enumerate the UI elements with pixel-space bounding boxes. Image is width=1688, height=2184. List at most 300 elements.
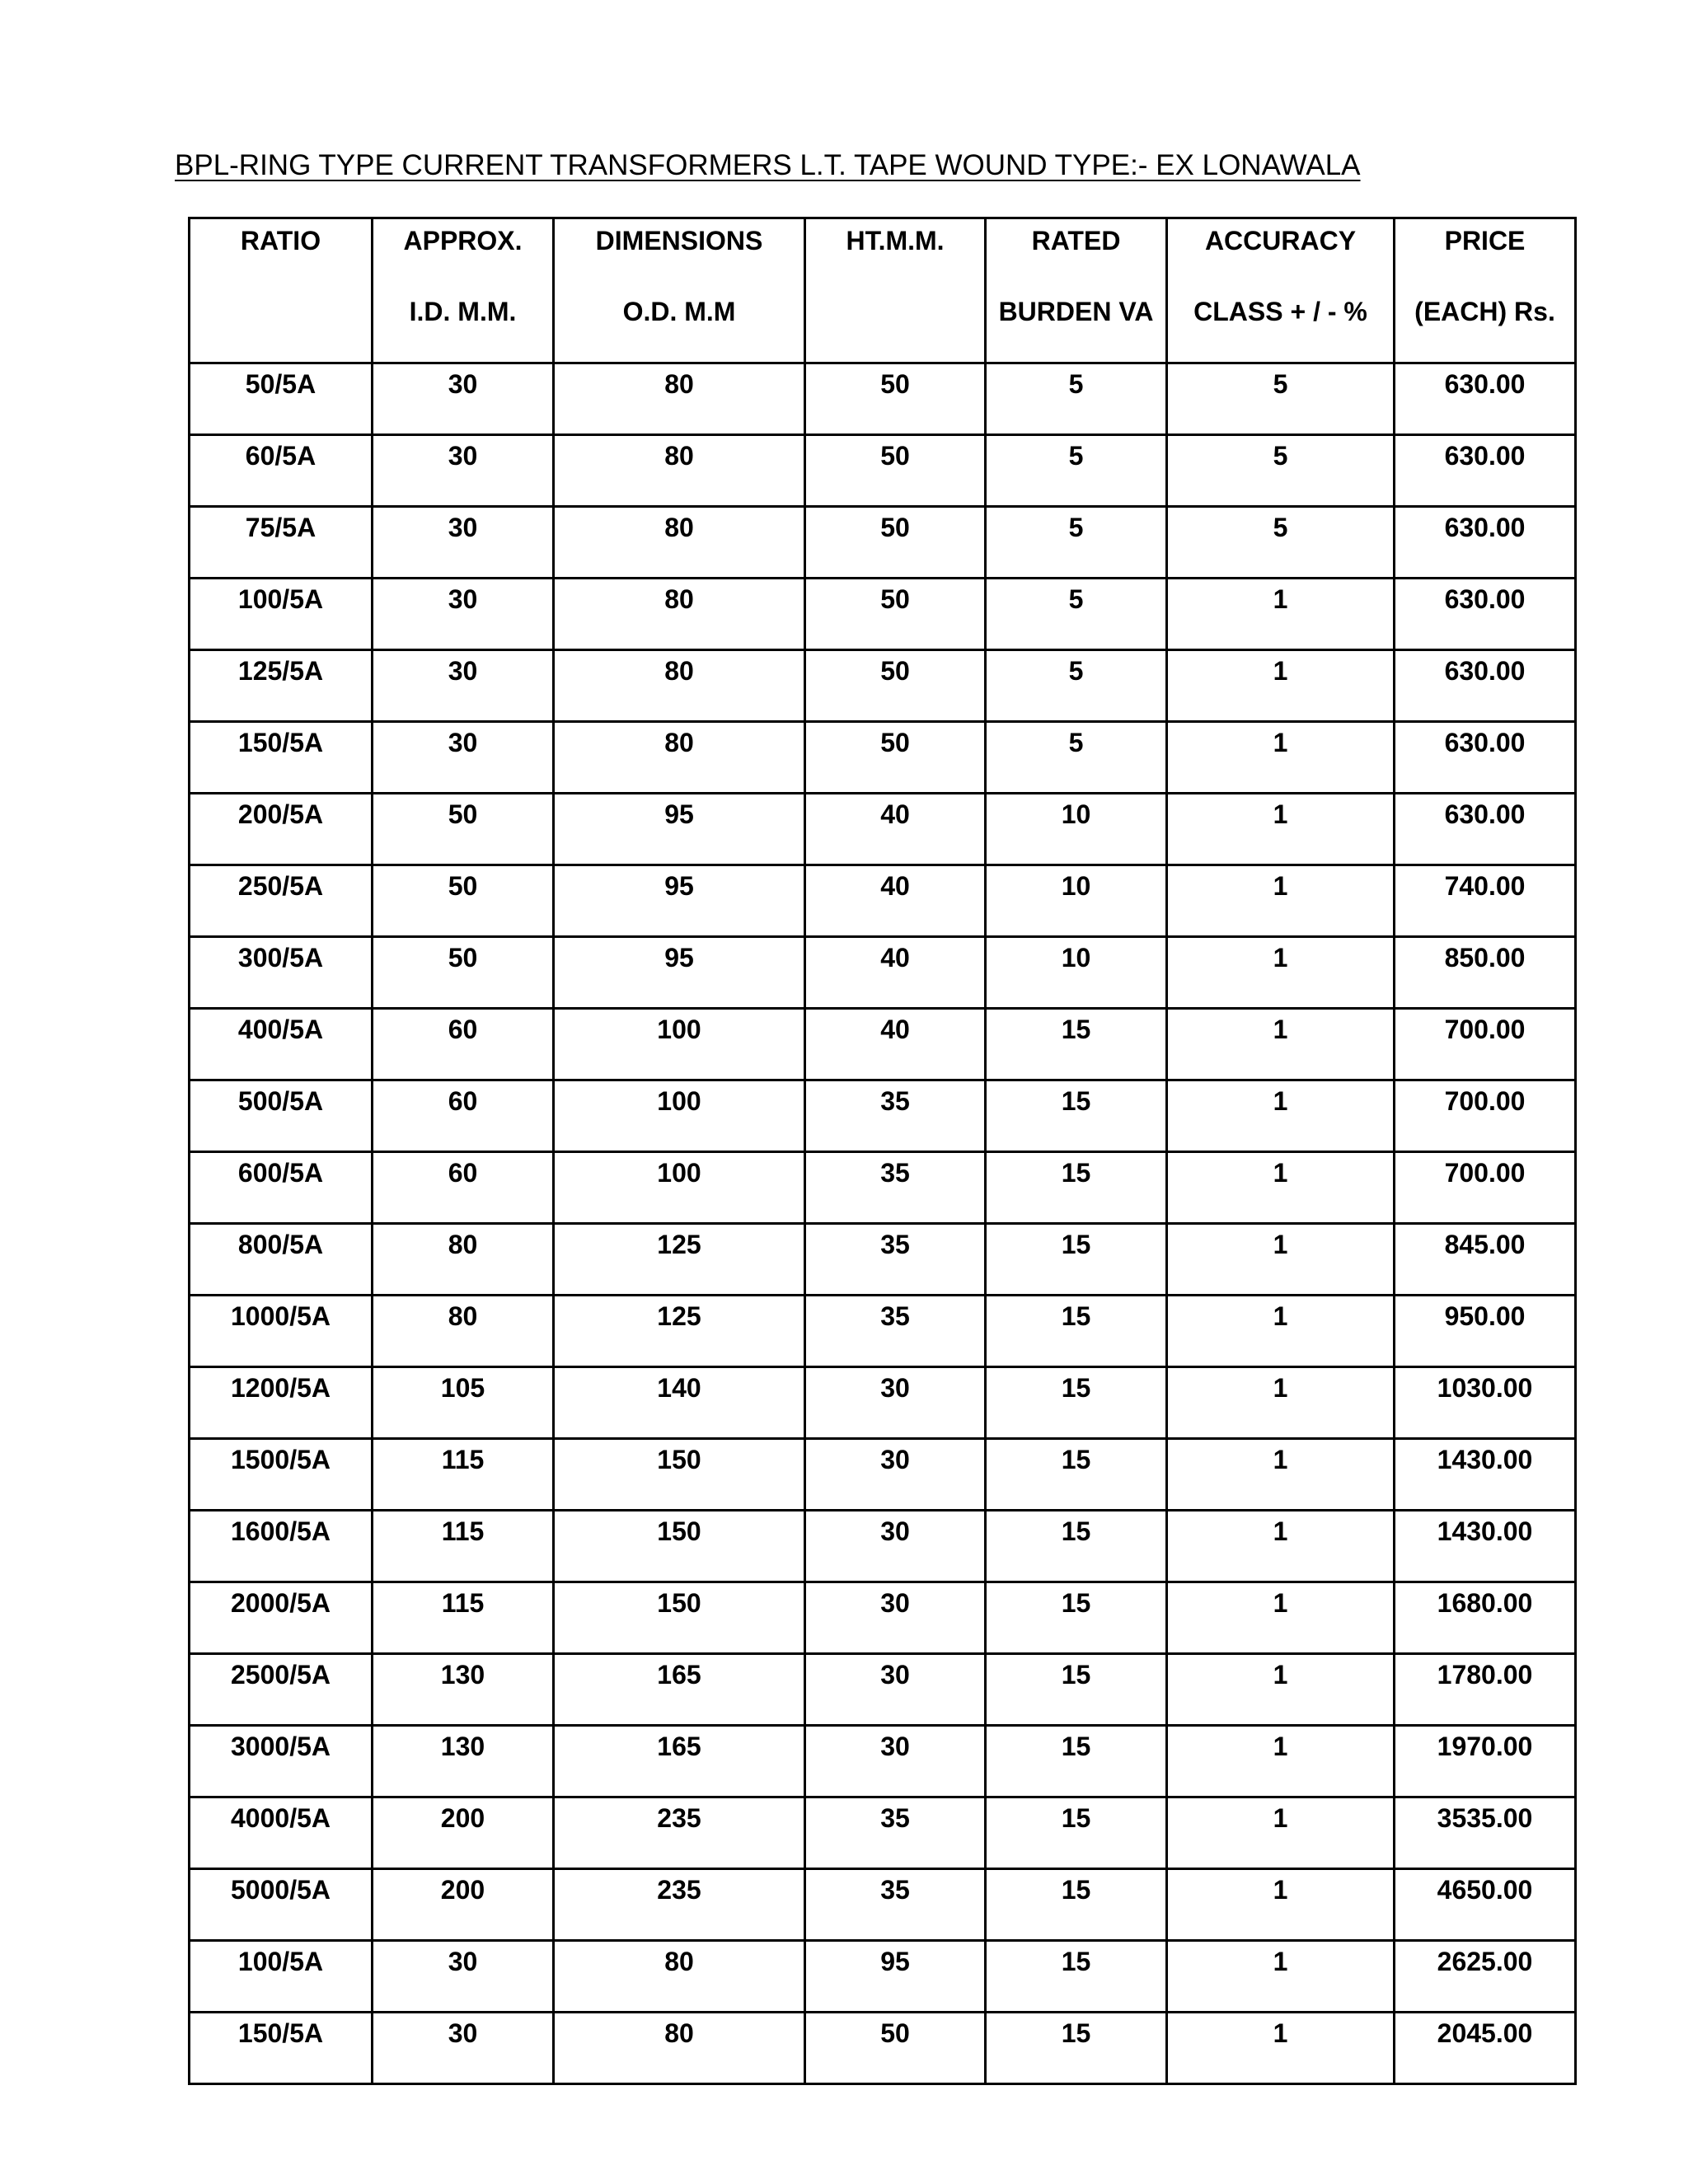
cell-value-ratio: 1500/5A [231,1445,331,1474]
table-cell-approx-id [373,579,554,650]
table-cell-price [1395,650,1576,722]
cell-value-height: 35 [880,1875,910,1905]
table-cell-ratio [190,1654,373,1726]
cell-value-approx-id: 30 [448,1947,478,1976]
cell-value-accuracy-class: 5 [1273,441,1288,471]
table-cell-ratio [190,1296,373,1367]
table-cell-price [1395,1511,1576,1582]
table-row [190,507,1576,579]
column-header-approx-id-line2: I.D. M.M. [409,297,517,326]
cell-value-ratio: 125/5A [237,656,324,686]
table-cell-ratio [190,1869,373,1941]
table-cell-dimensions-od [554,435,805,507]
table-cell-ratio [190,650,373,722]
cell-value-price: 700.00 [1444,1158,1526,1188]
table-cell-dimensions-od [554,1296,805,1367]
table-cell-ratio [190,1439,373,1511]
column-header-height [805,218,986,363]
column-header-accuracy-class-line1: ACCURACY [1204,226,1357,255]
cell-value-accuracy-class: 1 [1273,799,1288,829]
table-cell-approx-id [373,1009,554,1080]
table-cell-ratio [190,1224,373,1296]
cell-value-accuracy-class: 1 [1273,1516,1288,1546]
cell-value-height: 30 [880,1373,910,1403]
table-cell-ratio [190,865,373,937]
table-cell-accuracy-class [1167,1439,1395,1511]
cell-value-rated-burden: 15 [1061,1015,1091,1044]
table-row [190,2013,1576,2084]
table-cell-dimensions-od [554,1439,805,1511]
table-cell-accuracy-class [1167,579,1395,650]
column-header-rated-burden-line1: RATED [1031,226,1121,255]
table-cell-dimensions-od [554,650,805,722]
cell-value-approx-id: 80 [448,1230,478,1259]
table-cell-dimensions-od [554,1797,805,1869]
column-header-accuracy-class-line2: CLASS + / - % [1193,297,1367,326]
column-header-price-line1: PRICE [1444,226,1526,255]
cell-value-ratio: 75/5A [245,513,316,542]
table-cell-rated-burden [986,1152,1167,1224]
column-header-dimensions-od-line2: O.D. M.M [622,297,736,326]
table-cell-ratio [190,435,373,507]
table-row [190,794,1576,865]
table-cell-ratio [190,507,373,579]
table-cell-price [1395,1009,1576,1080]
table-cell-dimensions-od [554,1726,805,1797]
table-cell-rated-burden [986,507,1167,579]
cell-value-ratio: 5000/5A [231,1875,331,1905]
table-cell-dimensions-od [554,1941,805,2013]
table-cell-height [805,1152,986,1224]
table-cell-price [1395,1941,1576,2013]
table-row [190,1726,1576,1797]
table-cell-approx-id [373,363,554,435]
cell-value-approx-id: 130 [440,1660,485,1690]
table-cell-accuracy-class [1167,1296,1395,1367]
table-cell-height [805,1582,986,1654]
table-row [190,1224,1576,1296]
cell-value-rated-burden: 5 [1068,441,1084,471]
table-cell-price [1395,1654,1576,1726]
cell-value-ratio: 500/5A [237,1086,324,1116]
table-cell-accuracy-class [1167,1511,1395,1582]
table-row [190,1654,1576,1726]
table-cell-ratio [190,2013,373,2084]
cell-value-dimensions-od: 80 [664,369,694,399]
cell-value-price: 1030.00 [1437,1373,1533,1403]
table-cell-approx-id [373,2013,554,2084]
table-cell-height [805,507,986,579]
table-row [190,1439,1576,1511]
table-cell-price [1395,1224,1576,1296]
cell-value-price: 700.00 [1444,1015,1526,1044]
table-cell-approx-id [373,865,554,937]
cell-value-accuracy-class: 1 [1273,584,1288,614]
table-row [190,1511,1576,1582]
cell-value-rated-burden: 5 [1068,369,1084,399]
table-cell-dimensions-od [554,1511,805,1582]
cell-value-height: 30 [880,1445,910,1474]
table-cell-rated-burden [986,1582,1167,1654]
table-cell-price [1395,1296,1576,1367]
cell-value-accuracy-class: 1 [1273,1732,1288,1761]
cell-value-approx-id: 30 [448,2018,478,2048]
table-cell-rated-burden [986,1439,1167,1511]
cell-value-approx-id: 115 [441,1445,485,1474]
cell-value-rated-burden: 15 [1061,2018,1091,2048]
table-cell-approx-id [373,1511,554,1582]
table-row [190,435,1576,507]
table-cell-dimensions-od [554,579,805,650]
table-cell-ratio [190,363,373,435]
cell-value-price: 630.00 [1444,513,1526,542]
table-cell-ratio [190,937,373,1009]
cell-value-approx-id: 200 [440,1875,485,1905]
cell-value-approx-id: 200 [440,1803,485,1833]
table-cell-price [1395,1726,1576,1797]
table-cell-height [805,1511,986,1582]
table-cell-price [1395,1367,1576,1439]
table-cell-accuracy-class [1167,1009,1395,1080]
table-cell-accuracy-class [1167,865,1395,937]
column-header-height-line1: HT.M.M. [846,226,945,255]
cell-value-approx-id: 115 [441,1588,485,1618]
table-cell-rated-burden [986,1941,1167,2013]
cell-value-ratio: 400/5A [237,1015,324,1044]
table-row [190,1080,1576,1152]
cell-value-ratio: 150/5A [237,728,324,757]
table-cell-ratio [190,579,373,650]
cell-value-price: 3535.00 [1437,1803,1533,1833]
cell-value-price: 630.00 [1444,441,1526,471]
table-cell-approx-id [373,1869,554,1941]
table-cell-price [1395,722,1576,794]
table-row [190,1582,1576,1654]
column-header-height-line2 [806,295,984,328]
table-cell-accuracy-class [1167,722,1395,794]
cell-value-ratio: 60/5A [245,441,316,471]
cell-value-height: 35 [880,1086,910,1116]
cell-value-height: 30 [880,1660,910,1690]
table-cell-approx-id [373,507,554,579]
cell-value-accuracy-class: 1 [1273,1947,1288,1976]
cell-value-rated-burden: 15 [1061,1445,1091,1474]
cell-value-height: 40 [880,943,910,972]
table-cell-ratio [190,1582,373,1654]
table-cell-ratio [190,794,373,865]
table-cell-accuracy-class [1167,2013,1395,2084]
table-cell-height [805,1726,986,1797]
cell-value-price: 2625.00 [1437,1947,1533,1976]
cell-value-price: 630.00 [1444,728,1526,757]
table-cell-rated-burden [986,1080,1167,1152]
cell-value-approx-id: 50 [448,943,478,972]
table-cell-dimensions-od [554,722,805,794]
table-cell-accuracy-class [1167,1654,1395,1726]
table-cell-rated-burden [986,1869,1167,1941]
cell-value-accuracy-class: 1 [1273,871,1288,901]
cell-value-rated-burden: 5 [1068,584,1084,614]
cell-value-height: 50 [880,369,910,399]
cell-value-rated-burden: 5 [1068,513,1084,542]
table-cell-dimensions-od [554,507,805,579]
table-cell-accuracy-class [1167,507,1395,579]
table-cell-height [805,1941,986,2013]
table-row [190,1367,1576,1439]
cell-value-rated-burden: 15 [1061,1373,1091,1403]
table-cell-accuracy-class [1167,794,1395,865]
table-cell-dimensions-od [554,1654,805,1726]
cell-value-ratio: 50/5A [245,369,316,399]
table-cell-approx-id [373,722,554,794]
cell-value-dimensions-od: 165 [657,1732,701,1761]
cell-value-dimensions-od: 80 [664,513,694,542]
cell-value-approx-id: 30 [448,584,478,614]
table-row [190,1941,1576,2013]
cell-value-price: 630.00 [1444,584,1526,614]
cell-value-rated-burden: 10 [1061,799,1091,829]
table-cell-dimensions-od [554,1152,805,1224]
table-cell-height [805,579,986,650]
cell-value-price: 740.00 [1444,871,1526,901]
table-cell-approx-id [373,1080,554,1152]
table-cell-accuracy-class [1167,363,1395,435]
table-cell-rated-burden [986,1009,1167,1080]
table-row [190,1797,1576,1869]
table-row [190,1296,1576,1367]
cell-value-height: 35 [880,1803,910,1833]
table-row [190,937,1576,1009]
cell-value-approx-id: 60 [448,1015,478,1044]
table-cell-price [1395,363,1576,435]
cell-value-height: 30 [880,1516,910,1546]
table-cell-ratio [190,1009,373,1080]
table-cell-height [805,937,986,1009]
cell-value-dimensions-od: 150 [657,1445,701,1474]
cell-value-rated-burden: 15 [1061,1588,1091,1618]
table-cell-rated-burden [986,1367,1167,1439]
cell-value-rated-burden: 15 [1061,1301,1091,1331]
cell-value-dimensions-od: 80 [664,1947,694,1976]
table-cell-rated-burden [986,722,1167,794]
table-cell-price [1395,937,1576,1009]
cell-value-approx-id: 80 [448,1301,478,1331]
table-cell-accuracy-class [1167,1726,1395,1797]
table-cell-dimensions-od [554,937,805,1009]
table-cell-height [805,650,986,722]
cell-value-price: 630.00 [1444,799,1526,829]
cell-value-dimensions-od: 235 [657,1875,701,1905]
cell-value-dimensions-od: 150 [657,1516,701,1546]
cell-value-price: 845.00 [1444,1230,1526,1259]
cell-value-height: 50 [880,584,910,614]
cell-value-dimensions-od: 95 [664,799,694,829]
table-cell-ratio [190,1941,373,2013]
table-cell-ratio [190,1726,373,1797]
cell-value-height: 40 [880,1015,910,1044]
table-cell-rated-burden [986,363,1167,435]
table-cell-accuracy-class [1167,435,1395,507]
cell-value-ratio: 1600/5A [231,1516,331,1546]
cell-value-approx-id: 130 [440,1732,485,1761]
table-cell-price [1395,507,1576,579]
cell-value-approx-id: 30 [448,728,478,757]
cell-value-rated-burden: 15 [1061,1086,1091,1116]
cell-value-dimensions-od: 235 [657,1803,701,1833]
cell-value-rated-burden: 15 [1061,1230,1091,1259]
table-row [190,650,1576,722]
cell-value-approx-id: 60 [448,1158,478,1188]
cell-value-price: 850.00 [1444,943,1526,972]
cell-value-ratio: 1000/5A [231,1301,331,1331]
cell-value-price: 1780.00 [1437,1660,1533,1690]
table-cell-approx-id [373,937,554,1009]
table-cell-dimensions-od [554,1080,805,1152]
cell-value-accuracy-class: 1 [1273,1803,1288,1833]
table-cell-rated-burden [986,1726,1167,1797]
table-cell-approx-id [373,650,554,722]
cell-value-dimensions-od: 95 [664,943,694,972]
document-title: BPL-RING TYPE CURRENT TRANSFORMERS L.T. TAPE WOUND TYPE:- EX LONAWALA [175,149,1361,181]
cell-value-rated-burden: 10 [1061,943,1091,972]
cell-value-dimensions-od: 125 [657,1230,701,1259]
table-cell-dimensions-od [554,794,805,865]
table-cell-dimensions-od [554,1869,805,1941]
cell-value-ratio: 3000/5A [231,1732,331,1761]
table-cell-accuracy-class [1167,1152,1395,1224]
table-cell-ratio [190,1797,373,1869]
cell-value-rated-burden: 5 [1068,728,1084,757]
table-cell-price [1395,1152,1576,1224]
table-cell-dimensions-od [554,865,805,937]
table-cell-dimensions-od [554,1582,805,1654]
cell-value-ratio: 300/5A [237,943,324,972]
cell-value-accuracy-class: 1 [1273,1660,1288,1690]
column-header-rated-burden [986,218,1167,363]
table-cell-accuracy-class [1167,1941,1395,2013]
cell-value-price: 2045.00 [1437,2018,1533,2048]
cell-value-dimensions-od: 80 [664,584,694,614]
cell-value-height: 30 [880,1588,910,1618]
table-row [190,1152,1576,1224]
table-cell-approx-id [373,1224,554,1296]
cell-value-ratio: 1200/5A [231,1373,331,1403]
table-cell-approx-id [373,1367,554,1439]
cell-value-approx-id: 30 [448,441,478,471]
table-cell-price [1395,435,1576,507]
table-cell-dimensions-od [554,2013,805,2084]
cell-value-ratio: 800/5A [237,1230,324,1259]
cell-value-accuracy-class: 1 [1273,1875,1288,1905]
table-cell-height [805,1654,986,1726]
table-cell-rated-burden [986,1224,1167,1296]
cell-value-height: 50 [880,728,910,757]
cell-value-height: 50 [880,2018,910,2048]
cell-value-accuracy-class: 1 [1273,943,1288,972]
cell-value-ratio: 150/5A [237,2018,324,2048]
table-cell-price [1395,1080,1576,1152]
column-header-ratio-line1: RATIO [240,226,321,255]
table-cell-height [805,1224,986,1296]
table-cell-ratio [190,1367,373,1439]
table-cell-approx-id [373,1439,554,1511]
cell-value-accuracy-class: 1 [1273,1445,1288,1474]
table-cell-dimensions-od [554,1224,805,1296]
table-row [190,1009,1576,1080]
cell-value-approx-id: 115 [441,1516,485,1546]
cell-value-price: 1430.00 [1437,1445,1533,1474]
cell-value-rated-burden: 15 [1061,1516,1091,1546]
table-cell-price [1395,579,1576,650]
table-cell-approx-id [373,1654,554,1726]
cell-value-ratio: 600/5A [237,1158,324,1188]
table-cell-price [1395,1797,1576,1869]
cell-value-accuracy-class: 1 [1273,1158,1288,1188]
cell-value-price: 700.00 [1444,1086,1526,1116]
column-header-dimensions-od [554,218,805,363]
column-header-ratio-line2 [190,295,371,328]
column-header-approx-id-line1: APPROX. [403,226,523,255]
cell-value-dimensions-od: 100 [657,1015,701,1044]
cell-value-approx-id: 60 [448,1086,478,1116]
cell-value-height: 95 [880,1947,910,1976]
cell-value-accuracy-class: 5 [1273,513,1288,542]
column-header-ratio [190,218,373,363]
cell-value-dimensions-od: 80 [664,656,694,686]
cell-value-approx-id: 50 [448,799,478,829]
table-row [190,363,1576,435]
table-cell-rated-burden [986,1296,1167,1367]
cell-value-price: 4650.00 [1437,1875,1533,1905]
table-row [190,579,1576,650]
table-cell-ratio [190,1511,373,1582]
cell-value-ratio: 2500/5A [231,1660,331,1690]
table-cell-accuracy-class [1167,1582,1395,1654]
table-cell-dimensions-od [554,1367,805,1439]
price-table-body [190,218,1576,2084]
cell-value-approx-id: 50 [448,871,478,901]
table-cell-accuracy-class [1167,1869,1395,1941]
cell-value-accuracy-class: 1 [1273,656,1288,686]
table-cell-height [805,1869,986,1941]
cell-value-accuracy-class: 5 [1273,369,1288,399]
cell-value-height: 40 [880,799,910,829]
cell-value-height: 50 [880,441,910,471]
table-cell-rated-burden [986,579,1167,650]
cell-value-rated-burden: 15 [1061,1158,1091,1188]
cell-value-accuracy-class: 1 [1273,1086,1288,1116]
table-cell-height [805,1439,986,1511]
table-cell-ratio [190,1080,373,1152]
table-cell-dimensions-od [554,363,805,435]
table-cell-rated-burden [986,794,1167,865]
table-cell-height [805,1009,986,1080]
table-cell-rated-burden [986,650,1167,722]
cell-value-dimensions-od: 80 [664,728,694,757]
table-cell-height [805,2013,986,2084]
cell-value-height: 40 [880,871,910,901]
cell-value-dimensions-od: 140 [657,1373,701,1403]
table-cell-approx-id [373,1941,554,2013]
cell-value-price: 1430.00 [1437,1516,1533,1546]
table-cell-price [1395,1869,1576,1941]
table-cell-accuracy-class [1167,1224,1395,1296]
cell-value-dimensions-od: 100 [657,1086,701,1116]
column-header-dimensions-od-line1: DIMENSIONS [595,226,763,255]
table-cell-approx-id [373,1797,554,1869]
cell-value-dimensions-od: 80 [664,2018,694,2048]
table-cell-rated-burden [986,937,1167,1009]
